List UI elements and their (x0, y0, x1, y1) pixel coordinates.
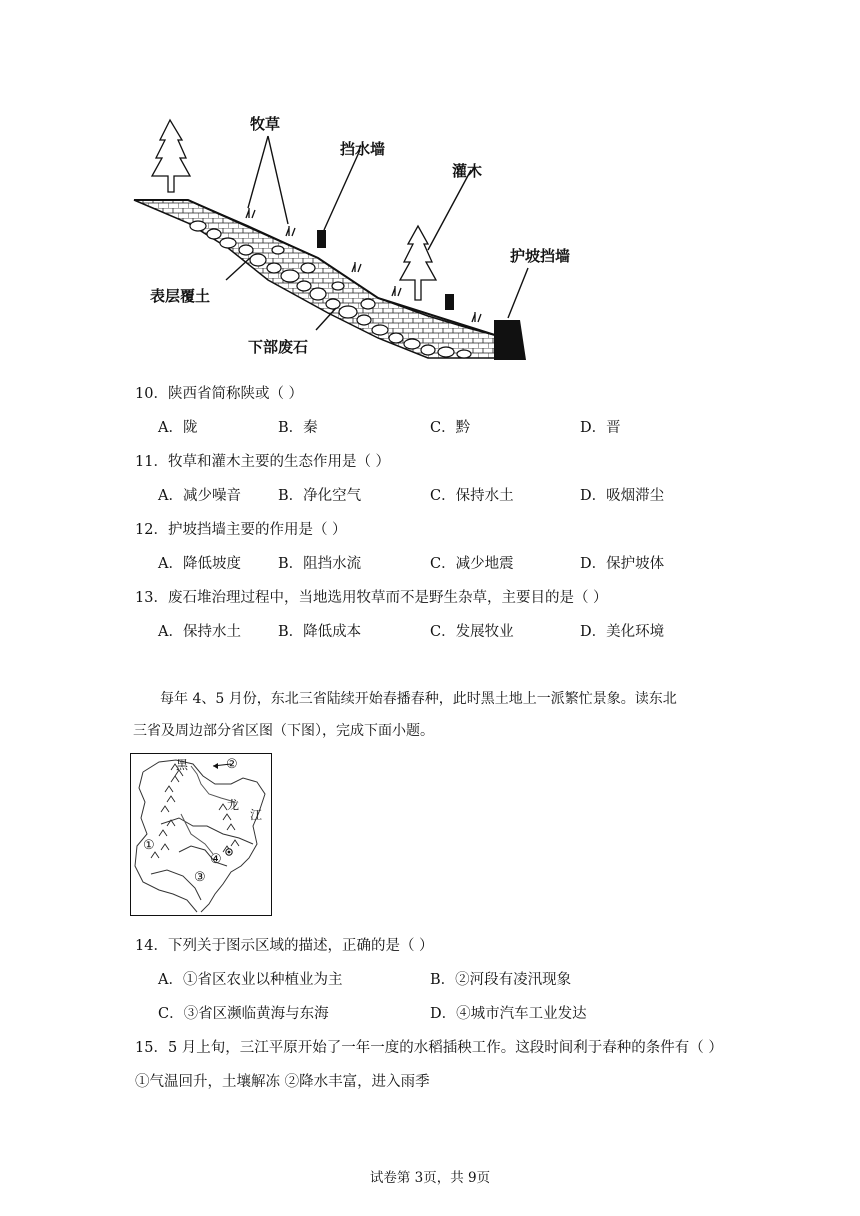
slope-topsoil-layer (134, 200, 498, 358)
q13-option-c[interactable]: C．发展牧业 (430, 624, 514, 640)
label-shrub: 灌木 (452, 162, 483, 180)
q10-option-b[interactable]: B．秦 (278, 420, 318, 436)
map-border-east (143, 760, 265, 912)
map-label-jiang: 江 (250, 808, 263, 822)
q11-option-b[interactable]: B．净化空气 (278, 488, 362, 504)
q14-option-d[interactable]: D．④城市汽车工业发达 (430, 1006, 587, 1022)
retaining-wall-block-2 (445, 294, 454, 310)
question-11: 11．牧草和灌木主要的生态作用是（ ） (135, 454, 391, 470)
q12-option-c[interactable]: C．减少地震 (430, 556, 514, 572)
province-border-1 (161, 818, 253, 844)
question-14: 14．下列关于图示区域的描述，正确的是（ ） (135, 938, 434, 954)
question-15: 15．5 月上旬，三江平原开始了一年一度的水稻插秧工作。这段时间利于春种的条件有（ ） (135, 1040, 723, 1056)
q10-option-d[interactable]: D．晋 (580, 420, 621, 436)
tree-icon-lower (400, 226, 436, 300)
q12-option-b[interactable]: B．阻挡水流 (278, 556, 362, 572)
question-15-statements: ①气温回升，土壤解冻 ②降水丰富，进入雨季 (135, 1074, 430, 1090)
question-10: 10．陕西省简称陕或（ ） (135, 386, 304, 402)
retaining-wall-block (317, 230, 326, 248)
map-marker-3: ③ (194, 870, 206, 885)
northeast-china-map (130, 753, 272, 916)
q11-option-a[interactable]: A．减少噪音 (158, 488, 241, 504)
q13-option-b[interactable]: B．降低成本 (278, 624, 362, 640)
intro-line-2: 三省及周边部分省区图（下图），完成下面小题。 (133, 723, 434, 739)
q12-option-a[interactable]: A．降低坡度 (158, 556, 241, 572)
q14-option-a[interactable]: A．①省区农业以种植业为主 (158, 972, 343, 988)
q13-option-a[interactable]: A．保持水土 (158, 624, 241, 640)
q11-option-d[interactable]: D．吸烟滞尘 (580, 488, 665, 504)
map-label-long: 龙 (227, 798, 240, 812)
map-marker-1: ① (143, 838, 155, 853)
slope-protection-wall (494, 320, 526, 360)
label-topsoil: 表层覆土 (150, 287, 211, 305)
label-waste-rock: 下部废石 (248, 338, 309, 356)
map-marker-4: ④ (210, 852, 222, 867)
label-retaining-wall: 挡水墙 (340, 140, 386, 158)
intro-line-1: 每年 4、5 月份，东北三省陆续开始春播春种，此时黑土地上一派繁忙景象。读东北 (160, 691, 677, 707)
northeast-map-svg (131, 754, 270, 914)
q14-option-b[interactable]: B．②河段有凌汛现象 (430, 972, 572, 988)
page-footer: 试卷第 3页，共 9页 (369, 1170, 491, 1186)
q10-option-c[interactable]: C．黔 (430, 420, 471, 436)
q13-option-d[interactable]: D．美化环境 (580, 624, 665, 640)
mountain-symbols (151, 764, 239, 858)
q11-option-c[interactable]: C．保持水土 (430, 488, 514, 504)
map-marker-2: ② (226, 757, 238, 772)
tree-icon-upper (152, 120, 190, 192)
label-slope-wall: 护坡挡墙 (510, 247, 571, 265)
question-12: 12．护坡挡墙主要的作用是（ ） (135, 522, 347, 538)
q10-option-a[interactable]: A．陇 (158, 420, 198, 436)
map-label-hei: 黑 (176, 758, 189, 772)
label-pasture: 牧草 (250, 115, 281, 133)
q12-option-d[interactable]: D．保护坡体 (580, 556, 665, 572)
question-13: 13．废石堆治理过程中，当地选用牧草而不是野生杂草，主要目的是（ ） (135, 590, 608, 606)
q14-option-c[interactable]: C．③省区濒临黄海与东海 (158, 1006, 329, 1022)
